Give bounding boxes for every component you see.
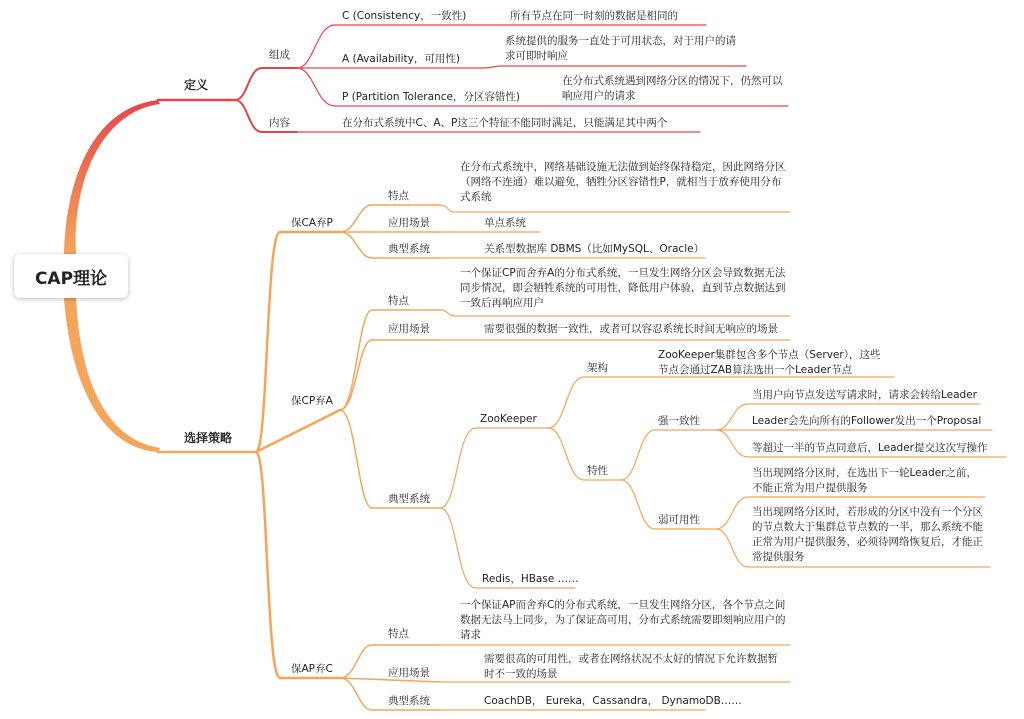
cp-other-systems: Redis，HBase …… (482, 573, 579, 585)
partition-desc: 在分布式系统遇到网络分区的情况下，仍然可以响应用户的请求 (562, 75, 783, 102)
cp-feature-label: 特点 (388, 295, 409, 307)
cp-scene-label: 应用场景 (388, 323, 430, 335)
definition-title: 定义 (184, 78, 209, 92)
ap-feature: 一个保证AP而舍弃C的分布式系统，一旦发生网络分区，各个节点之间数据无法马上同步，为了保证高可用，分布式系统需要即刻响应用户的请求 (460, 599, 786, 641)
ca-system: 关系型数据库 DBMS（比如MySQL、Oracle） (484, 243, 705, 255)
zk-weak-label: 弱可用性 (658, 514, 700, 526)
link-composition (235, 68, 297, 100)
ca-feature: 在分布式系统中，网络基础设施无法做到始终保持稳定，因此网络分区（网络不连通）难以避免，牺牲分区容错性P，就相当于放弃使用分布式系统 (460, 161, 786, 203)
zk-traits-label: 特性 (587, 465, 608, 477)
zookeeper-label: ZooKeeper (480, 413, 537, 425)
zk-weak-2: 当出现网络分区时，若形成的分区中没有一个分区的节点数大于集群总节点数的一半，那么系统不能正常为用户提供服务，必须待网络恢复后，才能正常提供服务 (752, 506, 983, 563)
trunk-definition (64, 100, 160, 254)
availability-label: A (Availability，可用性) (342, 53, 460, 65)
strategy-title: 选择策略 (184, 431, 233, 445)
ca-system-label: 典型系统 (388, 243, 430, 255)
ca-scene: 单点系统 (484, 217, 526, 229)
ca-label: 保CA弃P (291, 217, 333, 229)
consistency-label: C (Consistency，一致性) (342, 10, 467, 22)
zk-strong-2: Leader会先向所有的Follower发出一个Proposal (752, 415, 982, 427)
partition-label: P (Partition Tolerance，分区容错性) (342, 91, 521, 103)
ap-system-label: 典型系统 (388, 695, 430, 707)
cp-system-label: 典型系统 (388, 493, 430, 505)
ap-scene: 需要很高的可用性，或者在网络状况不太好的情况下允许数据暂时不一致的场景 (484, 653, 778, 680)
ca-scene-label: 应用场景 (388, 217, 430, 229)
consistency-desc: 所有节点在同一时刻的数据是相同的 (510, 10, 678, 22)
zk-strong-label: 强一致性 (658, 415, 700, 427)
zk-weak-1: 当出现网络分区时，在选出下一轮Leader之前，不能正常为用户提供服务 (752, 467, 978, 494)
zk-arch: ZooKeeper集群包含多个节点（Server），这些节点会通过ZAB算法选出一个Leader节点 (658, 349, 881, 376)
root-node: CAP理论 (14, 254, 128, 298)
cp-scene: 需要很强的数据一致性，或者可以容忍系统长时间无响应的场景 (484, 323, 778, 335)
ap-label: 保AP弃C (291, 663, 333, 675)
content-label: 内容 (269, 117, 290, 129)
cp-feature: 一个保证CP而舍弃A的分布式系统，一旦发生网络分区会导致数据无法同步情况，即会牺牲系统的可用性，降低用户体验，直到节点数据达到一致后再响应用户 (460, 267, 786, 309)
cp-label: 保CP弃A (291, 395, 333, 407)
trunk-strategy (64, 298, 160, 452)
availability-desc: 系统提供的服务一直处于可用状态，对于用户的请求可即时响应 (505, 35, 736, 62)
zk-strong-1: 当用户向节点发送写请求时，请求会转给Leader (752, 389, 978, 401)
ap-system: CoachDB， Eureka，Cassandra， DynamoDB…… (484, 695, 742, 707)
zk-strong-3: 等超过一半的节点同意后，Leader提交这次写操作 (752, 442, 988, 454)
ap-feature-label: 特点 (388, 628, 409, 640)
composition-label: 组成 (269, 49, 290, 61)
ap-scene-label: 应用场景 (388, 667, 430, 679)
ca-feature-label: 特点 (388, 190, 409, 202)
content-text: 在分布式系统中C、A、P这三个特征不能同时满足，只能满足其中两个 (342, 117, 668, 129)
zk-arch-label: 架构 (587, 362, 608, 374)
